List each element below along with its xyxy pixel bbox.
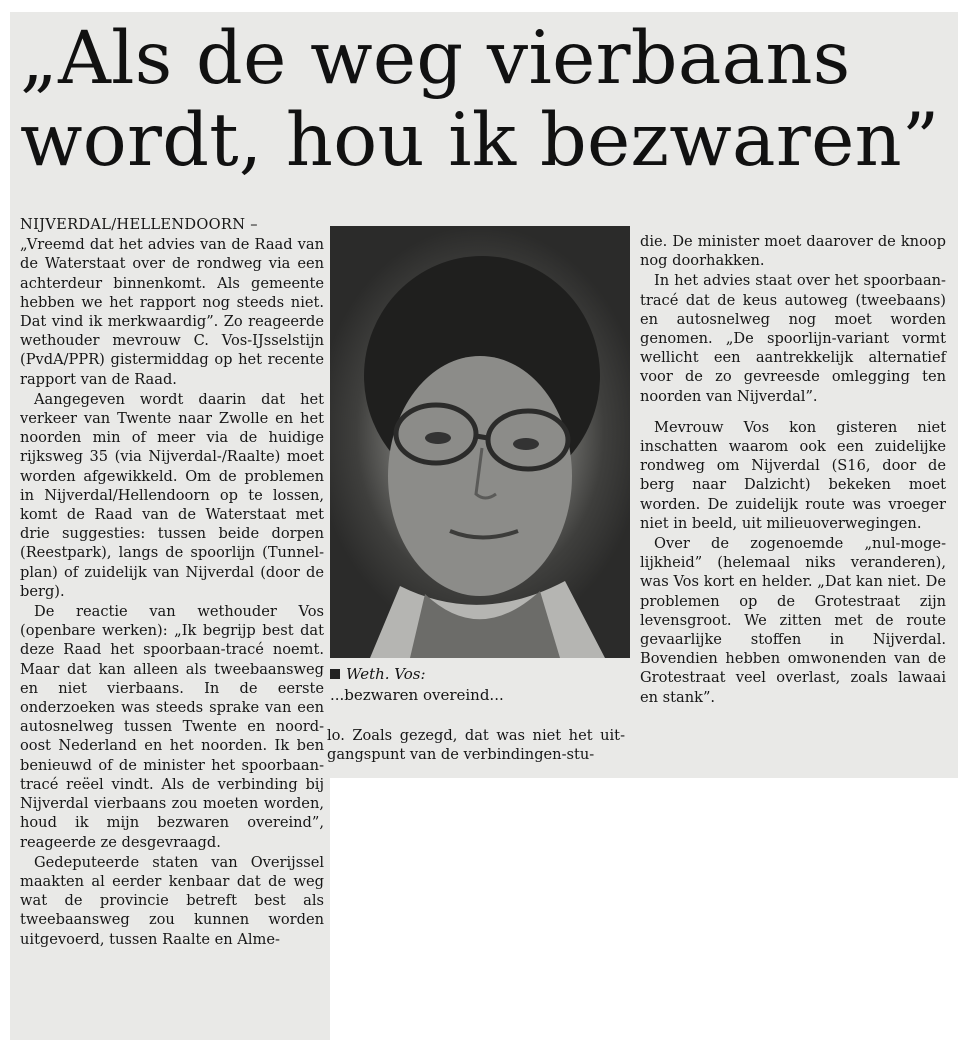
- paragraph: die. De minister moet daarover de knoop nog doorhakken.: [640, 233, 946, 270]
- caption-line-2: ...bezwaren overeind...: [330, 686, 504, 704]
- portrait-photo: [330, 226, 630, 658]
- photo-caption: [330, 664, 630, 706]
- paragraph: De reactie van wethouder Vos (openbare werken): „Ik begrijp best dat deze Raad het spoorbaan-tracé noemt. Maar dat kan alleen als tweebaansweg en niet vierbaans. In de eerste onderzoeken was steeds sprake van een autosnelweg tussen Twente en noord-oost Nederland en het noorden. Ik ben benieuwd of de minister het spoorbaan-tracé reëel vindt. Als de verbinding bij Nijverdal vierbaans zou moeten worden, houd ik mijn bezwaren overeind”, reageerde ze desgevraagd.: [20, 603, 324, 851]
- paragraph: In het advies staat over het spoorbaan-tracé dat de keus autoweg (tweebaans) en autosnelweg nog moet worden genomen. „De spoorlijn-variant vormt wellicht een aantrekkelijk alternatief voor de zo gevreesde omlegging ten noorden van Nijverdal”.: [640, 272, 946, 405]
- headline-line-1: „Als de weg vierbaans: [20, 16, 851, 101]
- paragraph: Gedeputeerde staten van Overijssel maakten al eerder kenbaar dat de weg wat de provincie betreft best als tweebaansweg zou kunnen worden uitgevoerd, tussen Raalte en Alme-: [20, 853, 324, 948]
- caption-square-icon: [330, 669, 340, 679]
- article-column-1: [20, 215, 324, 1040]
- caption-line-1: [330, 664, 630, 685]
- article-headline: [20, 18, 955, 182]
- paragraph: lo. Zoals gezegd, dat was niet het uitgangspunt van de verbindingen-stu-: [327, 727, 625, 764]
- page-background-area: [330, 778, 960, 1040]
- paragraph: „Vreemd dat het advies van de Raad van de Waterstaat over de rondweg via een achterdeur binnenkomt. Als gemeente hebben we het rapport nog steeds niet. Dat vind ik merkwaardig”. Zo reageerde wethouder mevrouw C. Vos-IJsselstijn (PvdA/PPR) gistermiddag op het recente rapport van de Raad.: [20, 236, 324, 388]
- dateline: NIJVERDAL/HELLENDOORN –: [20, 216, 258, 233]
- paragraph: Over de zogenoemde „nul-mogelijkheid” (helemaal niks veranderen), was Vos kort en helder. „Dat kan niet. De problemen op de Grotestraat zijn levensgroot. We zitten met de route gevaarlijke stoffen in Nijverdal. Bovendien hebben omwonenden van de Grotestraat veel overlast, zoals lawaai en stank”.: [640, 535, 946, 706]
- caption-speaker: Weth. Vos:: [346, 665, 426, 683]
- headline-line-2: wordt, hou ik bezwaren”: [20, 98, 940, 183]
- portrait-illustration: [330, 226, 630, 658]
- article-column-2: [327, 726, 625, 764]
- article-column-3: [640, 232, 946, 707]
- paragraph: Aangegeven wordt daarin dat het verkeer van Twente naar Zwolle en het noorden min of meer via de huidige rijksweg 35 (via Nijverdal-/Raalte) moet worden afgewikkeld. Om de problemen in Nijverdal/Hellendoorn op te lossen, komt de Raad van de Waterstaat met drie suggesties: tussen beide dorpen (Reestpark), langs de spoorlijn (Tunnelplan) of zuidelijk van Nijverdal (door de berg).: [20, 390, 324, 600]
- paragraph: Mevrouw Vos kon gisteren niet inschatten waarom ook een zuidelijke rondweg om Nijverdal (S16, door de berg naar Dalzicht) bekeken moet worden. De zuidelijk route was vroeger niet in beeld, uit milieuoverwegingen.: [640, 418, 946, 532]
